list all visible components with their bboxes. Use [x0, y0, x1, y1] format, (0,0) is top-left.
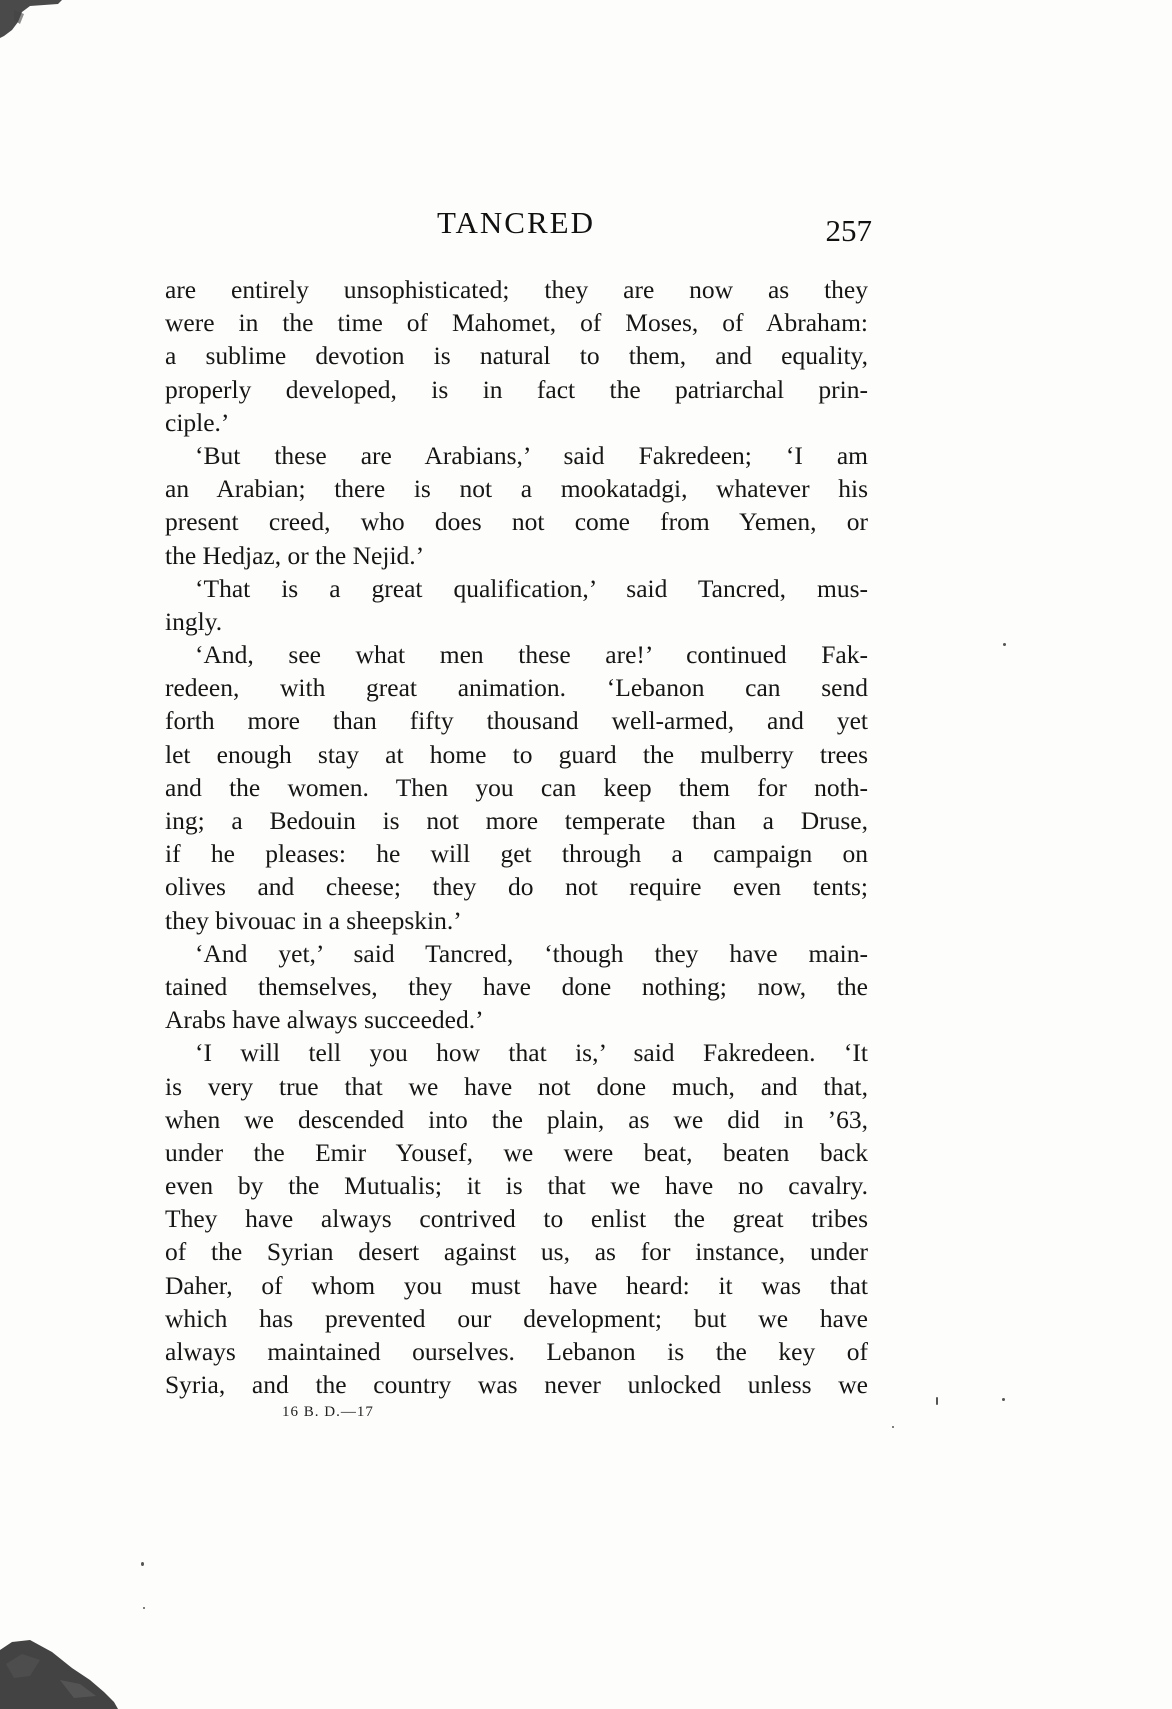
- text-line: a sublime devotion is natural to them, and equality,: [165, 341, 868, 371]
- text-line: an Arabian; there is not a mookatadgi, whatever his: [165, 474, 868, 504]
- text-line: of the Syrian desert against us, as for instance, under: [165, 1237, 868, 1267]
- scan-shadow-bottom-left: [0, 1580, 140, 1709]
- scan-shadow-top-left: [0, 0, 70, 40]
- running-title: TANCRED: [437, 205, 595, 240]
- page-number: 257: [825, 213, 872, 248]
- text-line: let enough stay at home to guard the mulberry trees: [165, 739, 868, 769]
- signature-mark: 16 B. D.—17: [282, 1404, 374, 1420]
- text-line: the Hedjaz, or the Nejid.’: [165, 540, 425, 570]
- text-line: present creed, who does not come from Yemen, or: [165, 507, 868, 537]
- dust-speck: [141, 1562, 144, 1566]
- text-line: ‘I will tell you how that is,’ said Fakredeen. ‘It: [195, 1038, 868, 1068]
- dust-speck: [892, 1426, 894, 1428]
- text-line: they bivouac in a sheepskin.’: [165, 905, 462, 935]
- text-line: and the women. Then you can keep them for noth-: [165, 772, 868, 802]
- text-line: ‘But these are Arabians,’ said Fakredeen; ‘I am: [195, 440, 868, 470]
- text-line: Arabs have always succeeded.’: [165, 1005, 484, 1035]
- text-line: Daher, of whom you must have heard: it was that: [165, 1270, 868, 1300]
- text-line: if he pleases: he will get through a campaign on: [165, 839, 868, 869]
- running-head: [160, 205, 872, 249]
- dust-speck: [1002, 1398, 1005, 1401]
- text-line: were in the time of Mahomet, of Moses, of Abraham:: [165, 308, 868, 338]
- text-line: They have always contrived to enlist the great tribes: [165, 1204, 868, 1234]
- dust-speck: [936, 1397, 938, 1405]
- text-line: ‘That is a great qualification,’ said Tancred, mus-: [195, 573, 868, 603]
- text-line: ingly.: [165, 606, 223, 636]
- dust-speck: [1003, 643, 1006, 646]
- text-line: tained themselves, they have done nothing; now, the: [165, 971, 868, 1001]
- text-line: always maintained ourselves. Lebanon is the key of: [165, 1337, 868, 1366]
- text-line: ciple.’: [165, 407, 230, 437]
- text-line: even by the Mutualis; it is that we have no cavalry.: [165, 1171, 868, 1201]
- text-line: ‘And, see what men these are!’ continued Fak-: [195, 640, 868, 670]
- dust-speck: [143, 1607, 145, 1609]
- text-line: is very true that we have not done much, and that,: [165, 1071, 868, 1101]
- text-line: redeen, with great animation. ‘Lebanon can send: [165, 673, 868, 703]
- text-line: properly developed, is in fact the patriarchal prin-: [165, 374, 868, 404]
- text-line: ‘And yet,’ said Tancred, ‘though they have main-: [195, 938, 868, 968]
- text-line: under the Emir Yousef, we were beat, beaten back: [165, 1137, 868, 1167]
- text-line: olives and cheese; they do not require even tents;: [165, 872, 868, 902]
- body-text: [165, 273, 868, 1401]
- text-line: which has prevented our development; but we have: [165, 1303, 868, 1333]
- text-line: Syria, and the country was never unlocked unless we: [165, 1370, 868, 1400]
- text-line: are entirely unsophisticated; they are now as they: [165, 275, 868, 304]
- text-line: ing; a Bedouin is not more temperate than a Druse,: [165, 806, 868, 835]
- text-line: forth more than fifty thousand well-armed, and yet: [165, 706, 868, 736]
- text-line: when we descended into the plain, as we did in ’63,: [165, 1104, 868, 1134]
